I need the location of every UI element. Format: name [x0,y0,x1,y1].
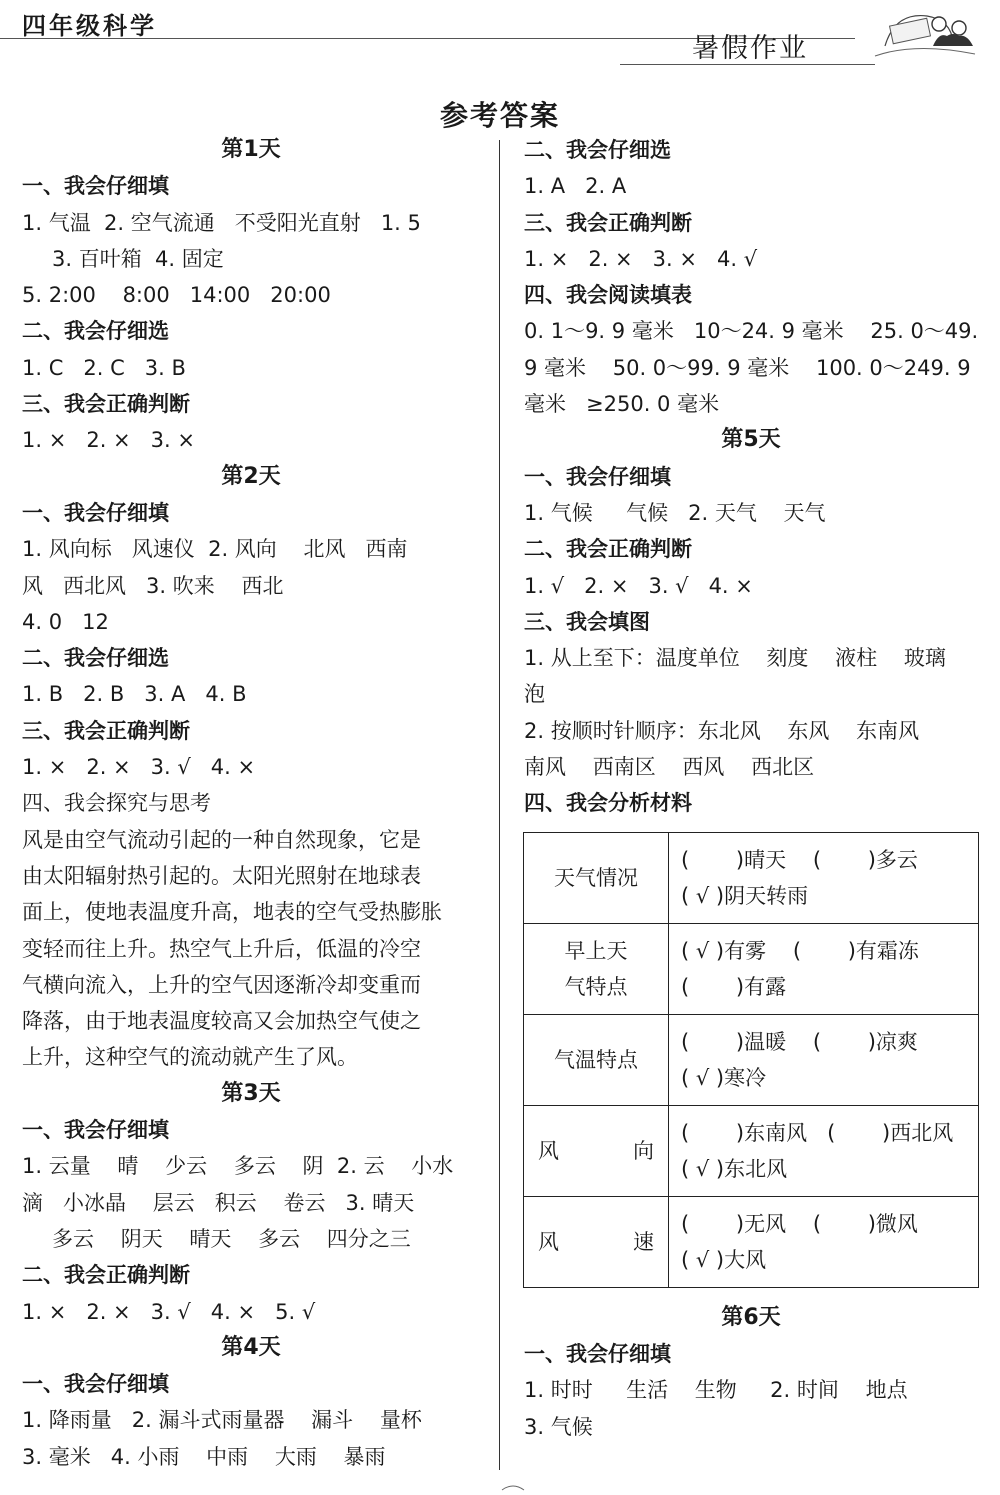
row-options [669,1196,979,1287]
section-heading: 二、我会仔细选 [22,646,169,671]
section-heading: 二、我会正确判断 [22,1263,190,1288]
header-illustration-icon [855,2,985,62]
option-line: ( )东南风 ( )西北风 [681,1120,954,1145]
day-heading: 第3天 [221,1080,281,1106]
section-heading: 三、我会正确判断 [22,718,190,743]
page-title: 参考答案 [439,99,560,132]
option-line: ( )晴天 ( )多云 [681,847,918,872]
table-row [524,1196,979,1287]
answer-line: 1. B 2. B 3. A 4. B [22,682,247,707]
section-heading: 三、我会正确判断 [524,210,692,235]
day-heading: 第5天 [721,427,781,453]
table-row [524,923,979,1014]
day-heading: 第6天 [721,1304,781,1330]
option-line: ( √ )有雾 ( )有霜冻 [681,938,919,963]
option-line: ( )有露 [681,974,787,999]
option-line: ( √ )东北风 [681,1156,788,1181]
row-label: 气温特点 [524,1014,669,1105]
paragraph-line: 由太阳辐射热引起的。太阳光照射在地球表 [22,863,421,888]
section-heading: 一、我会仔细填 [22,500,169,525]
section-heading: 一、我会仔细填 [524,464,671,489]
row-options [669,1105,979,1196]
option-line: ( √ )寒冷 [681,1065,767,1090]
answer-line: 1. 气温 2. 空气流通 不受阳光直射 1. 5 [22,210,421,235]
row-label: 风向 [524,1105,669,1196]
answer-line: 四、我会探究与思考 [22,791,211,816]
option-line: ( √ )阴天转雨 [681,883,809,908]
answer-line: 1. √ 2. × 3. √ 4. × [524,573,753,598]
section-heading: 二、我会仔细选 [524,138,671,162]
section-heading: 三、我会填图 [524,609,650,634]
row-options [669,1014,979,1105]
row-options [669,832,979,923]
answer-line: 9 毫米 50. 0～99. 9 毫米 100. 0～249. 9 [524,355,971,380]
answer-line: 1. 风向标 风速仪 2. 风向 北风 西南 [22,537,408,562]
row-label: 早上天 气特点 [524,923,669,1014]
paragraph-line: 面上，使地表温度升高，地表的空气受热膨胀 [22,900,442,925]
section-heading: 二、我会仔细选 [22,319,169,344]
row-options [669,923,979,1014]
section-heading: 四、我会阅读填表 [524,283,692,308]
section-heading: 二、我会正确判断 [524,537,692,562]
section-heading: 一、我会仔细填 [22,174,169,199]
table-row [524,1014,979,1105]
answer-line: 3. 毫米 4. 小雨 中雨 大雨 暴雨 [22,1444,386,1469]
section-heading: 一、我会仔细填 [22,1118,169,1143]
day-heading: 第2天 [221,463,281,489]
day-heading: 第1天 [221,137,281,162]
row-label: 天气情况 [524,832,669,923]
section-heading: 一、我会仔细填 [524,1341,671,1366]
answer-line: 风 西北风 3. 吹来 西北 [22,573,284,598]
section-heading: 四、我会分析材料 [524,791,692,816]
grade-subject-label: 四年级科学 [22,11,157,40]
answer-line: 1. 从上至下：温度单位 刻度 液柱 玻璃 [524,646,946,671]
paragraph-line: 降落，由于地表温度较高又会加热空气使之 [22,1009,421,1034]
answer-line: 1. × 2. × 3. √ 4. × 5. √ [22,1299,316,1324]
answer-line: 1. 云量 晴 少云 多云 阴 2. 云 小水 [22,1154,454,1179]
paragraph-line: 上升，这种空气的流动就产生了风。 [22,1045,358,1070]
page-ornament-icon [500,1484,526,1492]
answer-line: 1. A 2. A [524,174,627,199]
paragraph-line: 气横向流入，上升的空气因逐渐冷却变重而 [22,972,421,997]
answer-line: 滴 小冰晶 层云 积云 卷云 3. 晴天 [22,1190,415,1215]
left-column [22,132,480,1475]
right-column-bottom [524,1300,978,1445]
weather-analysis-table [523,832,979,1288]
answer-line: 泡 [524,682,545,707]
option-line: ( √ )大风 [681,1247,767,1272]
paragraph-line: 风是由空气流动引起的一种自然现象，它是 [22,827,421,852]
answer-line: 2. 按顺时针顺序：东北风 东风 东南风 [524,718,920,743]
answer-line: 0. 1～9. 9 毫米 10～24. 9 毫米 25. 0～49. [524,319,978,344]
answer-line: 1. 气候 气候 2. 天气 天气 [524,500,826,525]
answer-line: 3. 气候 [524,1414,593,1439]
option-line: ( )温暖 ( )凉爽 [681,1029,918,1054]
answer-line: 1. × 2. × 3. √ 4. × [22,755,256,780]
answer-line: 1. 降雨量 2. 漏斗式雨量器 漏斗 量杯 [22,1408,422,1433]
right-column-top [524,132,978,822]
answer-line: 3. 百叶箱 4. 固定 [52,246,224,271]
answer-line: 1. × 2. × 3. × [22,428,195,453]
answer-line: 4. 0 12 [22,609,109,634]
day-heading: 第4天 [221,1334,281,1360]
answer-line: 毫米 ≥250. 0 毫米 [524,392,720,417]
answer-line: 南风 西南区 西风 西北区 [524,755,815,780]
answer-line: 1. C 2. C 3. B [22,355,186,380]
right-column [524,132,978,1445]
row-label: 风速 [524,1196,669,1287]
answer-line: 1. 时时 生活 生物 2. 时间 地点 [524,1378,908,1403]
section-heading: 一、我会仔细填 [22,1372,169,1397]
column-divider [499,140,500,1470]
book-title: 暑假作业 [692,33,808,64]
section-heading: 三、我会正确判断 [22,392,190,417]
answer-line: 5. 2:00 8:00 14:00 20:00 [22,283,331,308]
option-line: ( )无风 ( )微风 [681,1211,918,1236]
table-row [524,832,979,923]
answer-line: 多云 阴天 晴天 多云 四分之三 [52,1226,411,1251]
header-rule-lower [620,64,875,65]
table-row [524,1105,979,1196]
answer-line: 1. × 2. × 3. × 4. √ [524,246,758,271]
paragraph-line: 变轻而往上升。热空气上升后，低温的冷空 [22,936,421,961]
